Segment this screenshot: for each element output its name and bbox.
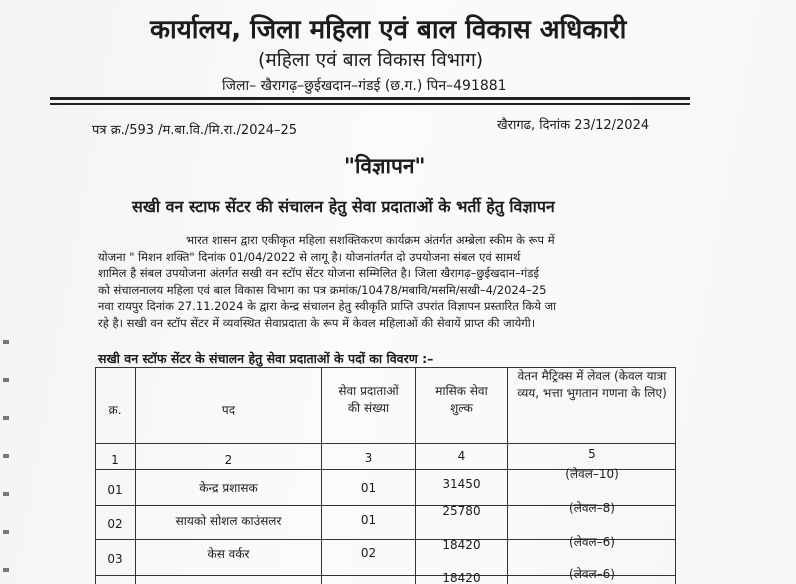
table-row-sr: 01: [107, 483, 123, 497]
header-sr: क्र.: [108, 403, 122, 417]
table-row-count: 01: [360, 481, 377, 495]
col-number: 5: [588, 447, 596, 461]
header-post: पद: [221, 403, 236, 417]
header-divider-secondary: [50, 103, 690, 105]
table-row-fee: 25780: [442, 504, 481, 518]
letter-reference-number: पत्र क्र./593 /म.बा.वि./मि.रा./2024–25: [92, 123, 298, 138]
table-row-level: (लेवल–10): [565, 467, 619, 481]
header-fee: मासिक सेवा शुल्क: [435, 384, 488, 415]
body-line: योजना " मिशन शक्ति" दिनांक 01/04/2022 से लागू है। योजनांतर्गत दो उपयोजना संबल एवं सामर्थ: [98, 249, 521, 264]
table-row-sr: 03: [107, 552, 123, 566]
department-name: (महिला एवं बाल विकास विभाग): [258, 49, 484, 71]
table-row-fee: 18420: [442, 538, 481, 552]
body-line: भारत शासन द्वारा एकीकृत महिला सशक्तिकरण कार्यक्रम अंतर्गत अम्ब्रेला स्कीम के रूप में: [186, 233, 555, 247]
notice-subject: सखी वन स्टाफ सेंटर की संचालन हेतु सेवा प्रदाताओं के भर्ती हेतु विज्ञापन: [132, 197, 555, 216]
col-number: 2: [224, 453, 233, 467]
table-row-count: 02: [360, 546, 377, 560]
body-line: नवा रायपुर दिनांक 27.11.2024 के द्वारा केन्द्र संचालन हेतु स्वीकृति प्राप्ति उपरांत विज्ञापन प्रस्तारित किये जा: [98, 299, 557, 313]
notice-body: [98, 232, 676, 331]
table-row-level: (लेवल–6): [569, 567, 615, 581]
page-edge-marks: [0, 330, 14, 584]
table-row-level: (लेवल–6): [569, 535, 615, 549]
col-number: 3: [364, 451, 373, 465]
notice-heading: "विज्ञापन": [344, 154, 426, 178]
header-divider: [50, 97, 690, 100]
table-row-count: 01: [360, 513, 377, 527]
header-level: वेतन मैट्रिक्स में लेवल (केवल यात्रा व्यय, भत्ता भुगतान गणना के लिए): [517, 369, 667, 400]
table-row-sr: 02: [107, 517, 123, 531]
table-caption: सखी वन स्टॉफ सेंटर के संचालन हेतु सेवा प्रदाताओं के पदों का विवरण :–: [98, 351, 434, 366]
body-line: रहे है। सखी वन स्टॉप सेंटर में व्यवस्थित सेवाप्रदाता के रूप में केवल महिलाओं की सेवायें प्राप्त की जायेगी।: [98, 315, 536, 330]
col-number: 1: [111, 453, 119, 467]
table-row-post: केस वर्कर: [207, 547, 250, 561]
table-row-level: (लेवल–8): [569, 501, 615, 515]
office-address: जिला– खैरागढ़–छुईखदान–गंडई (छ.ग.) पिन–491881: [222, 78, 507, 94]
table-row-post: केन्द्र प्रशासक: [199, 481, 258, 495]
header-count: सेवा प्रदाताओं की संख्या: [338, 384, 399, 415]
body-line: को संचालनालय महिला एवं बाल विकास विभाग का पत्र क्रमांक/10478/मबावि/मसमि/सखी–4/2024–25: [98, 282, 547, 297]
table-row-fee: 31450: [442, 477, 481, 491]
place-and-date: खैरागढ, दिनांक 23/12/2024: [497, 118, 650, 133]
table-row-post: सायको सोशल काउंसलर: [175, 514, 282, 528]
table-row-fee: 18420: [442, 571, 481, 584]
body-line: शामिल है संबल उपयोजना अंतर्गत सखी वन स्टॉप सेंटर योजना सम्मिलित है। जिला खैरागढ़–छुईखदान–गंडई: [98, 266, 540, 280]
office-title: कार्यालय, जिला महिला एवं बाल विकास अधिकारी: [150, 15, 627, 45]
col-number: 4: [457, 449, 466, 463]
